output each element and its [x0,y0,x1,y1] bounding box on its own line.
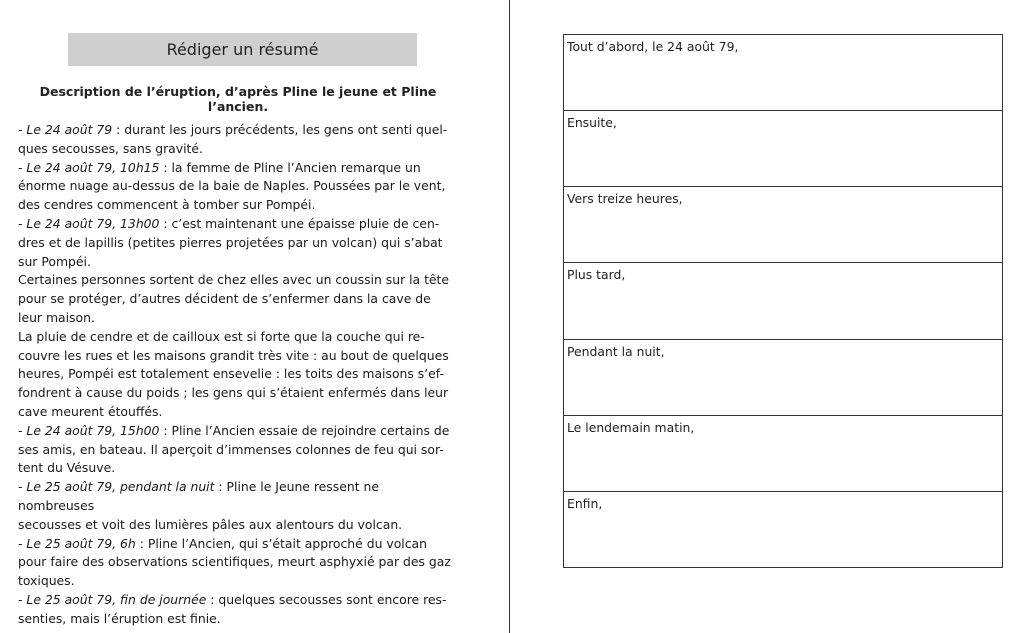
paragraph-date: - Le 25 août 79, 6h [18,535,136,551]
paragraph-text: : quelques secousses sont encore res- senties, mais l’éruption est finie. [18,591,447,626]
paragraph-text: : la femme de Pline l’Ancien remarque un énorme nuage au-dessus de la baie de Naples. Poussées par le vent, des cendres commencent à tomber sur Pompéi. [18,159,446,213]
paragraph [18,271,458,327]
summary-cell-3[interactable]: Vers treize heures, [564,187,1002,263]
summary-cell-6[interactable]: Le lendemain matin, [564,416,1002,492]
paragraph-text: La pluie de cendre et de cailloux est si forte que la couche qui re- couvre les rues et les maisons grandit très vite : au bout de quelques heures, Pompéi est totalement ensevelie : les toits des maisons s’ef- fondrent à cause du poids ; les gens qui s’étaient enfermés dans leur cave meurent étouffés. [18,328,449,419]
paragraph-text: : durant les jours précédents, les gens ont senti quel- ques secousses, sans gravité. [18,122,448,156]
paragraph-date: - Le 24 août 79 [18,122,113,137]
paragraph [18,422,458,478]
paragraph-text: : c’est maintenant une épaisse pluie de cen- dres et de lapillis (petites pierres projetées par un volcan) qui s’abat sur Pompéi. [18,215,443,269]
summary-cell-7[interactable]: Enfin, [567,495,603,511]
eruption-description [18,121,458,629]
paragraph-date: - Le 24 août 79, 10h15 [18,159,160,175]
paragraph-date: - Le 25 août 79, pendant la nuit [18,479,215,495]
paragraph [18,591,458,629]
summary-cell-2[interactable]: Ensuite, [564,111,1002,187]
paragraph-date: - Le 24 août 79, 13h00 [18,215,160,231]
summary-cell-5[interactable]: Pendant la nuit, [564,340,1002,416]
paragraph [18,328,458,422]
summary-cell-1[interactable]: Tout d’abord, le 24 août 79, [564,35,1002,111]
paragraph-text: Certaines personnes sortent de chez elles avec un coussin sur la tête pour se protéger, d’autres décident de s’enfermer dans la cave de leur maison. [18,272,450,325]
paragraph [18,215,458,271]
paragraph-text: : Pline l’Ancien essaie de rejoindre certains de ses amis, en bateau. Il aperçoit d’immenses colonnes de feu qui sor- tent du Vésuve. [18,422,450,476]
paragraph-date: - Le 24 août 79, 15h00 [18,422,160,438]
summary-cell-4[interactable]: Plus tard, [564,263,1002,339]
subtitle: Description de l’éruption, d’après Pline le jeune et Pline l’ancien. [39,84,437,114]
paragraph-text: : Pline le Jeune ressent ne nombreuses secousses et voit des lumières pâles aux alentours du volcan. [18,479,403,532]
page-title: Rédiger un résumé [68,33,417,66]
paragraph [18,535,458,591]
paragraph-date: - Le 25 août 79, fin de journée [18,591,207,607]
paragraph [18,121,458,159]
paragraph [18,478,458,534]
paragraph [18,159,458,215]
page-divider [509,0,510,633]
paragraph-text: : Pline l’Ancien, qui s’était approché du volcan pour faire des observations scientifiques, meurt asphyxié par des gaz toxiques. [18,535,451,589]
summary-grid [563,34,1003,568]
